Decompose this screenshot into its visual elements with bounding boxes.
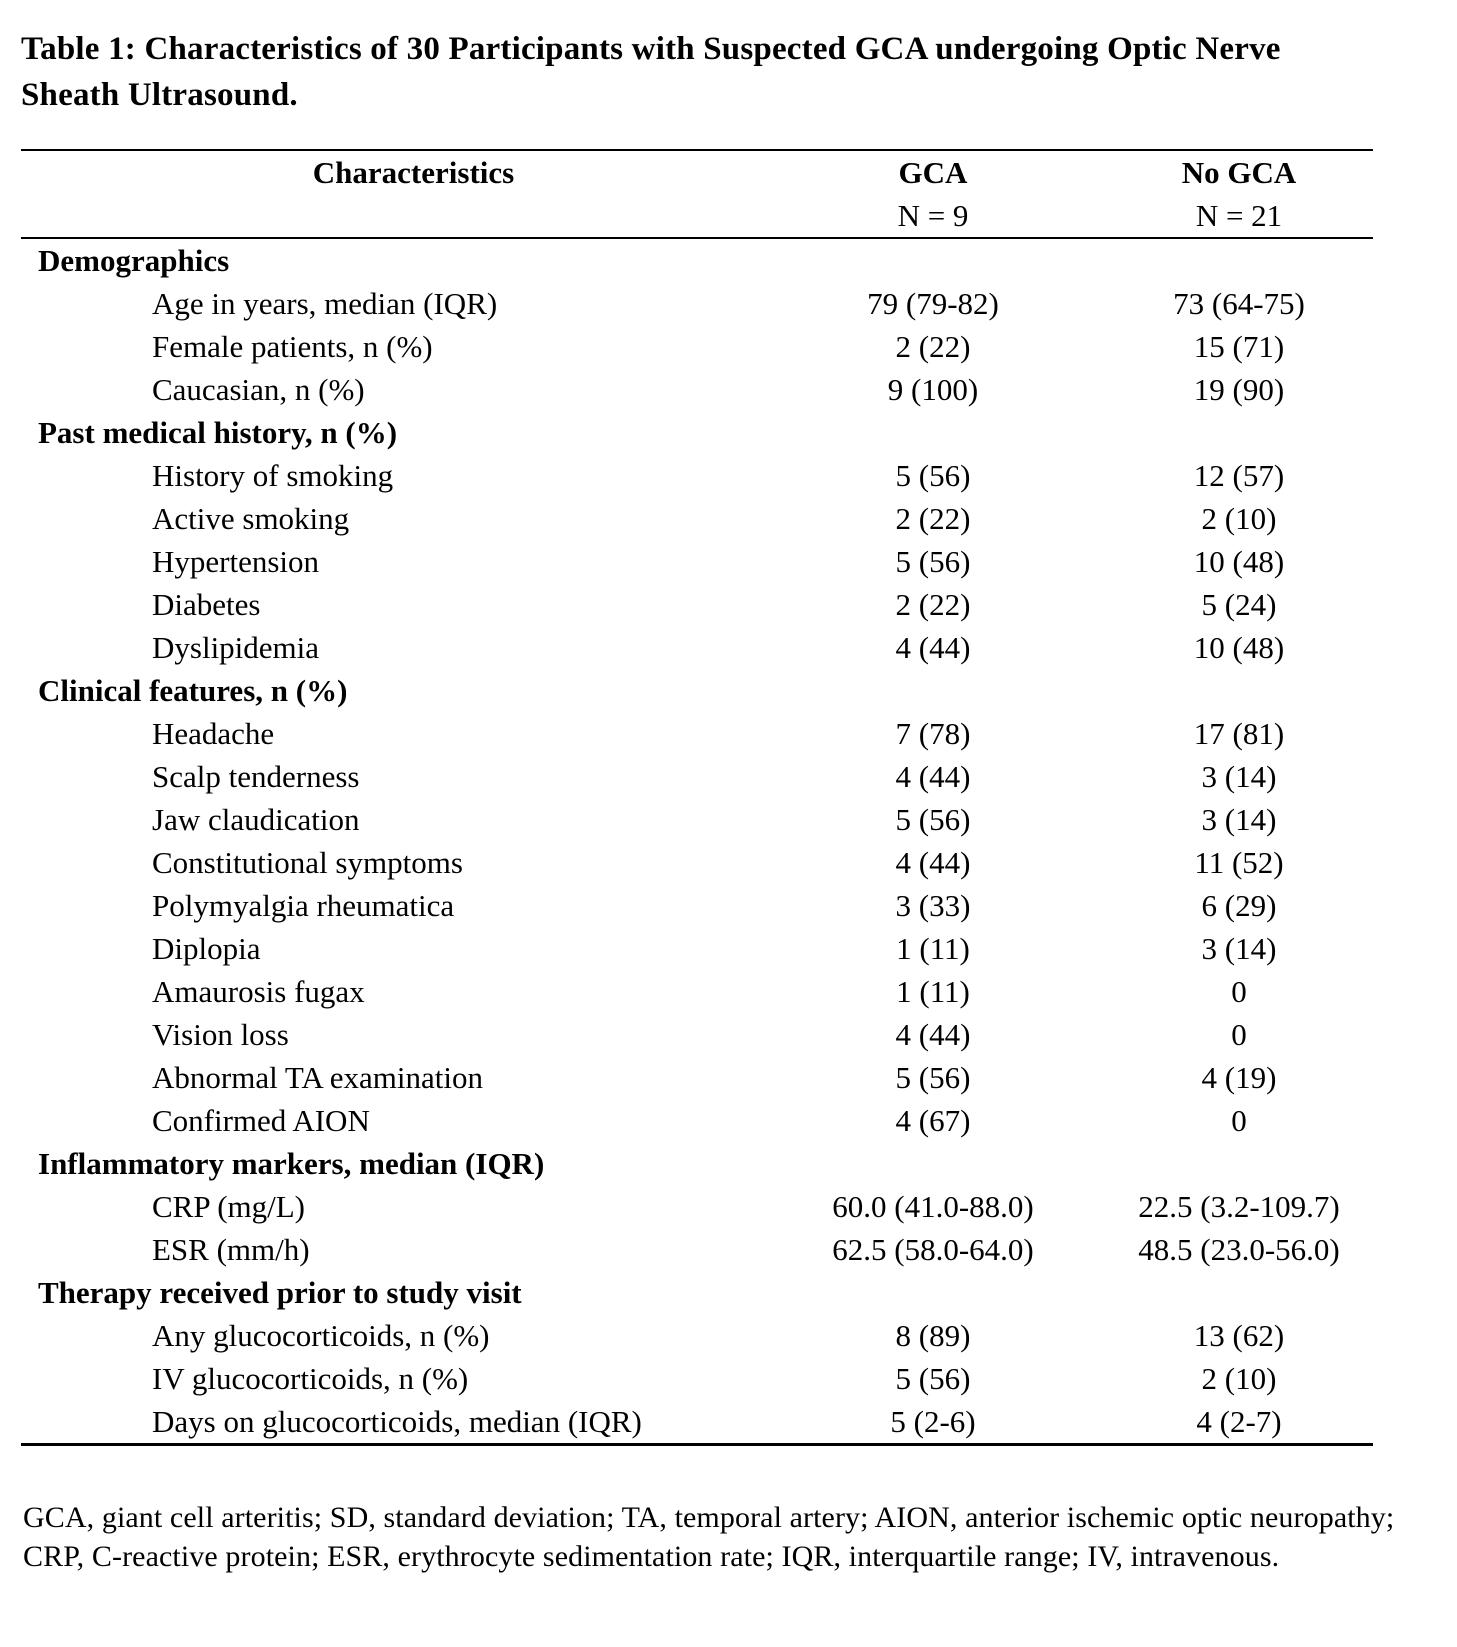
row-label: Therapy received prior to study visit	[38, 1275, 522, 1310]
row-label: Past medical history, n (%)	[38, 415, 398, 450]
table-row	[21, 1056, 1373, 1099]
row-label: Female patients, n (%)	[152, 329, 433, 364]
row-label: Clinical features, n (%)	[38, 673, 348, 708]
table-row	[21, 1013, 1373, 1056]
gca-value: 5 (56)	[895, 1060, 971, 1095]
table-row	[21, 1228, 1373, 1271]
table-row	[21, 755, 1373, 798]
gca-value: 60.0 (41.0-88.0)	[832, 1189, 1034, 1224]
table-row	[21, 798, 1373, 841]
nogca-value	[1105, 411, 1373, 454]
gca-value: 5 (56)	[895, 1361, 971, 1396]
table-row	[21, 626, 1373, 669]
row-label: Constitutional symptoms	[152, 845, 463, 880]
row-label: Polymyalgia rheumatica	[152, 888, 455, 923]
nogca-value	[1105, 1142, 1373, 1185]
gca-value: 4 (44)	[895, 759, 971, 794]
gca-value: 9 (100)	[887, 372, 979, 407]
table-header	[21, 150, 1373, 238]
nogca-value: 19 (90)	[1193, 372, 1285, 407]
abbreviations-footnote: GCA, giant cell arteritis; SD, standard deviation; TA, temporal artery; AION, anterior ischemic optic neuropathy; CRP, C-reactive protein; ESR, erythrocyte sedimentation rate; IQR, interquartile range; IV, intravenous.	[23, 1501, 1395, 1573]
row-label: Active smoking	[152, 501, 350, 536]
nogca-value: 11 (52)	[1194, 845, 1284, 880]
row-label: Demographics	[38, 243, 230, 278]
table-row	[21, 927, 1373, 970]
row-label: Days on glucocorticoids, median (IQR)	[152, 1404, 642, 1439]
header-gca-n: N = 9	[897, 198, 969, 233]
gca-value: 5 (56)	[895, 544, 971, 579]
header-nogca-column	[1105, 150, 1373, 238]
table-row	[21, 1185, 1373, 1228]
gca-value: 4 (44)	[895, 1017, 971, 1052]
gca-value	[761, 1271, 1105, 1314]
nogca-value: 10 (48)	[1193, 544, 1285, 579]
row-label: History of smoking	[152, 458, 394, 493]
nogca-value: 3 (14)	[1201, 802, 1277, 837]
nogca-value: 48.5 (23.0-56.0)	[1138, 1232, 1340, 1267]
table-row	[21, 454, 1373, 497]
section-row	[21, 238, 1373, 282]
header-characteristics: Characteristics	[312, 155, 515, 190]
nogca-value: 6 (29)	[1201, 888, 1277, 923]
gca-value	[761, 669, 1105, 712]
gca-value: 5 (56)	[895, 458, 971, 493]
nogca-value: 73 (64-75)	[1173, 286, 1305, 321]
row-label: Age in years, median (IQR)	[152, 286, 498, 321]
gca-value: 5 (2-6)	[890, 1404, 976, 1439]
row-label: Diabetes	[152, 587, 261, 622]
nogca-value: 3 (14)	[1201, 759, 1277, 794]
gca-value: 7 (78)	[895, 716, 971, 751]
row-label: Hypertension	[152, 544, 320, 579]
gca-value: 4 (44)	[895, 630, 971, 665]
header-nogca-n: N = 21	[1195, 198, 1283, 233]
header-nogca-label: No GCA	[1181, 155, 1297, 190]
nogca-value	[1105, 238, 1373, 282]
nogca-value: 10 (48)	[1193, 630, 1285, 665]
gca-value: 2 (22)	[895, 329, 971, 364]
table-row	[21, 540, 1373, 583]
table-row	[21, 282, 1373, 325]
gca-value: 62.5 (58.0-64.0)	[832, 1232, 1034, 1267]
row-label: Any glucocorticoids, n (%)	[152, 1318, 490, 1353]
nogca-value: 2 (10)	[1201, 501, 1277, 536]
nogca-value: 4 (2-7)	[1196, 1404, 1282, 1439]
table-row	[21, 970, 1373, 1013]
row-label: Caucasian, n (%)	[152, 372, 365, 407]
gca-value: 4 (67)	[895, 1103, 971, 1138]
characteristics-table	[21, 149, 1373, 1446]
table-row	[21, 1314, 1373, 1357]
gca-value: 1 (11)	[896, 931, 970, 966]
row-label: Scalp tenderness	[152, 759, 360, 794]
gca-value: 79 (79-82)	[867, 286, 999, 321]
row-label: Vision loss	[152, 1017, 289, 1052]
table-body	[21, 238, 1373, 1445]
header-gca-label: GCA	[898, 155, 968, 190]
row-label: Diplopia	[152, 931, 261, 966]
gca-value: 2 (22)	[895, 501, 971, 536]
section-row	[21, 1271, 1373, 1314]
gca-value: 4 (44)	[895, 845, 971, 880]
gca-value: 3 (33)	[895, 888, 971, 923]
gca-value	[761, 1142, 1105, 1185]
section-row	[21, 411, 1373, 454]
nogca-value: 15 (71)	[1193, 329, 1285, 364]
nogca-value: 22.5 (3.2-109.7)	[1138, 1189, 1340, 1224]
nogca-value: 13 (62)	[1193, 1318, 1285, 1353]
section-row	[21, 669, 1373, 712]
gca-value: 1 (11)	[896, 974, 970, 1009]
table-row	[21, 583, 1373, 626]
header-row	[21, 150, 1373, 238]
nogca-value: 5 (24)	[1201, 587, 1277, 622]
nogca-value	[1105, 1271, 1373, 1314]
nogca-value: 12 (57)	[1193, 458, 1285, 493]
row-label: Amaurosis fugax	[152, 974, 365, 1009]
gca-value: 5 (56)	[895, 802, 971, 837]
row-label: Dyslipidemia	[152, 630, 320, 665]
row-label: Confirmed AION	[152, 1103, 370, 1138]
table-row	[21, 1357, 1373, 1400]
nogca-value: 17 (81)	[1193, 716, 1285, 751]
gca-value	[761, 238, 1105, 282]
nogca-value: 0	[1231, 1017, 1247, 1052]
table-row	[21, 497, 1373, 540]
table-row	[21, 325, 1373, 368]
table-row	[21, 884, 1373, 927]
nogca-value: 2 (10)	[1201, 1361, 1277, 1396]
gca-value	[761, 411, 1105, 454]
gca-value: 8 (89)	[895, 1318, 971, 1353]
row-label: ESR (mm/h)	[152, 1232, 310, 1267]
row-label: CRP (mg/L)	[152, 1189, 306, 1224]
row-label: IV glucocorticoids, n (%)	[152, 1361, 469, 1396]
table-row	[21, 1400, 1373, 1445]
row-label: Jaw claudication	[152, 802, 360, 837]
table-row	[21, 368, 1373, 411]
header-gca-column	[761, 150, 1105, 238]
gca-value: 2 (22)	[895, 587, 971, 622]
row-label: Abnormal TA examination	[152, 1060, 483, 1095]
table-row	[21, 712, 1373, 755]
nogca-value: 0	[1231, 1103, 1247, 1138]
section-row	[21, 1142, 1373, 1185]
nogca-value: 0	[1231, 974, 1247, 1009]
nogca-value: 4 (19)	[1201, 1060, 1277, 1095]
table-row	[21, 841, 1373, 884]
row-label: Inflammatory markers, median (IQR)	[38, 1146, 545, 1181]
nogca-value	[1105, 669, 1373, 712]
nogca-value: 3 (14)	[1201, 931, 1277, 966]
row-label: Headache	[152, 716, 275, 751]
table-title: Table 1: Characteristics of 30 Participants with Suspected GCA undergoing Optic Nerve Sheath Ultrasound.	[21, 31, 1281, 113]
table-row	[21, 1099, 1373, 1142]
